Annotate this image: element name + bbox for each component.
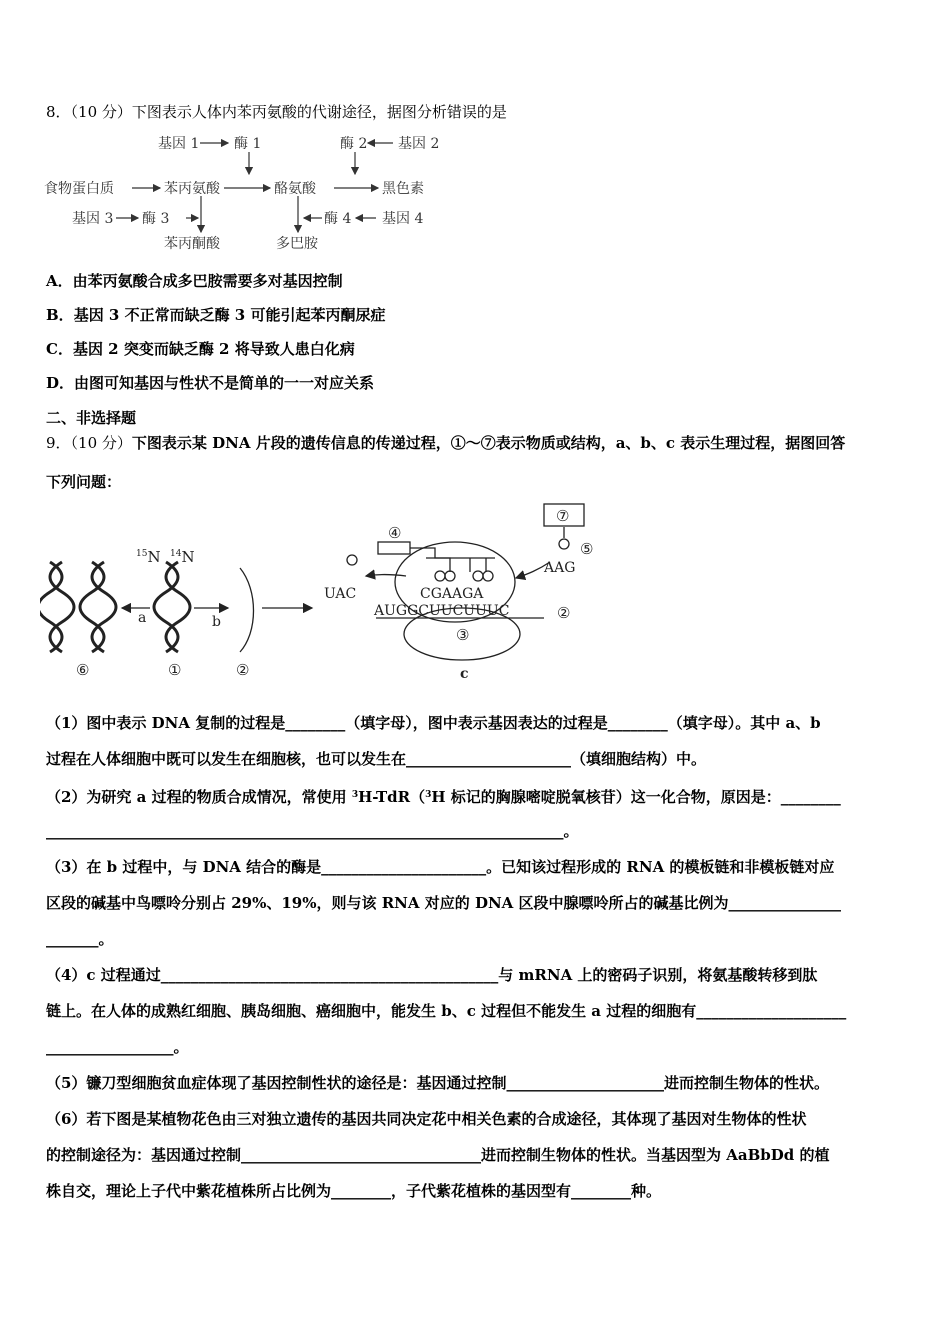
- dna-helix-group: [40, 562, 190, 652]
- marker-5: ⑤: [580, 540, 594, 558]
- q9-part1-line2: 过程在人体细胞中既可以发生在细胞核，也可以发生在______________________（填细胞结构）中。: [46, 750, 707, 768]
- n15-mass: 15: [136, 549, 148, 559]
- section-heading: 二、非选择题: [46, 409, 137, 427]
- mrna-strand-icon: [240, 568, 254, 652]
- cgaaga-anticodons: CGAAGA: [420, 586, 484, 602]
- q9-part2-line1: [46, 785, 841, 807]
- n14-symbol: N: [181, 548, 195, 566]
- aag-anticodon: AAG: [544, 560, 576, 576]
- option-label: B．: [46, 306, 74, 324]
- option-text: 由图可知基因与性状不是简单的一一对应关系: [74, 374, 375, 392]
- q8-option-b: [46, 305, 385, 325]
- q9-part1-line1: （1）图中表示 DNA 复制的过程是________（填字母），图中表示基因表达的过程是________（填字母）。其中 a、b: [46, 714, 821, 732]
- q9-part3-line1: （3）在 b 过程中，与 DNA 结合的酶是______________________。已知该过程形成的 RNA 的模板链和非模板链对应: [46, 858, 835, 876]
- q9-stem-text: 下图表示某 DNA 片段的遗传信息的传递过程，①～⑦表示物质或结构，a、b、c 表示生理过程，据图回答: [131, 434, 846, 452]
- option-label: C．: [46, 340, 73, 358]
- marker-4: ④: [388, 524, 402, 542]
- q9-part4-line1: （4）c 过程通过_____________________________________________与 mRNA 上的密码子识别，将氨基酸转移到肽: [46, 966, 818, 984]
- option-label: D．: [46, 374, 75, 392]
- trna-loop-3: [473, 571, 483, 581]
- phe-label: 苯丙氨酸: [164, 181, 220, 197]
- part2-superscript-1: 3: [351, 790, 359, 800]
- phenylpyruvate-label: 苯丙酮酸: [164, 236, 220, 252]
- trna-loop-4: [483, 571, 493, 581]
- n15-label: [136, 548, 161, 566]
- process-c-label: c: [460, 666, 469, 682]
- phenylalanine-pathway-diagram: [44, 128, 464, 256]
- q9-part3-line3: _______。: [46, 930, 114, 948]
- tyr-label: 酪氨酸: [274, 181, 316, 197]
- part2-superscript-2: 3: [425, 790, 432, 800]
- free-trna-right: [559, 539, 569, 549]
- option-label: A．: [46, 272, 73, 290]
- q9-part6-line2: 的控制途径为：基因通过控制________________________________进而控制生物体的性状。当基因型为 AaBbDd 的植: [46, 1146, 830, 1164]
- gene3-label: 基因 3: [72, 211, 114, 227]
- trna-loop-1: [435, 571, 445, 581]
- gene4-label: 基因 4: [382, 211, 424, 227]
- marker-1: ①: [168, 661, 182, 679]
- polypeptide-box-4: [378, 542, 410, 554]
- q9-part3-line2: 区段的碱基中鸟嘌呤分别占 29%、19%，则与该 RNA 对应的 DNA 区段中腺嘌呤所占的碱基比例为_______________: [46, 894, 842, 912]
- melanin-label: 黑色素: [382, 181, 424, 197]
- marker-3: ③: [456, 626, 470, 644]
- q8-number: 8．: [46, 103, 71, 121]
- enzyme1-label: 酶 1: [234, 136, 262, 152]
- part2-text-a: （2）为研究 a 过程的物质合成情况，常使用: [46, 788, 352, 806]
- dopamine-label: 多巴胺: [276, 236, 318, 252]
- q9-stem: [46, 433, 845, 453]
- process-b-label: b: [212, 614, 221, 630]
- q9-stem-line2: 下列问题：: [46, 473, 122, 491]
- option-text: 基因 2 突变而缺乏酶 2 将导致人患白化病: [72, 340, 355, 358]
- q9-number: 9．: [46, 434, 71, 452]
- n14-mass: 14: [170, 549, 182, 559]
- process-a-label: a: [138, 610, 147, 626]
- enzyme4-label: 酶 4: [324, 211, 352, 227]
- q9-score: （10 分）: [70, 434, 132, 452]
- n15-symbol: N: [147, 548, 161, 566]
- q9-part6-line1: （6）若下图是某植物花色由三对独立遗传的基因共同决定花中相关色素的合成途径，其体现了基因对生物体的性状: [46, 1110, 807, 1128]
- option-text: 由苯丙氨酸合成多巴胺需要多对基因控制: [72, 272, 343, 290]
- food-protein-label: 食物蛋白质: [44, 181, 114, 197]
- part2-text-b: H-TdR（: [358, 788, 426, 806]
- marker-7: ⑦: [556, 507, 570, 525]
- peptide-chain: [410, 548, 495, 558]
- q8-stem-text: 下图表示人体内苯丙氨酸的代谢途径，据图分析错误的是: [131, 103, 507, 121]
- part2-text-c: H 标记的胸腺嘧啶脱氧核苷）这一化合物，原因是：________: [431, 788, 841, 806]
- uac-anticodon: UAC: [324, 586, 357, 602]
- q8-score: （10 分）: [70, 103, 132, 121]
- gene2-label: 基因 2: [398, 136, 440, 152]
- marker-2-left: ②: [236, 661, 250, 679]
- gene1-label: 基因 1: [158, 136, 200, 152]
- q9-part4-line2: 链上。在人体的成熟红细胞、胰岛细胞、癌细胞中，能发生 b、c 过程但不能发生 a 过程的细胞有____________________: [46, 1002, 847, 1020]
- enzyme2-label: 酶 2: [340, 136, 368, 152]
- q9-part6-line3: 株自交，理论上子代中紫花植株所占比例为________，子代紫花植株的基因型有________种。: [46, 1182, 662, 1200]
- q8-stem: [46, 102, 507, 122]
- q9-part4-line3: _________________。: [46, 1038, 189, 1056]
- mrna-sequence: AUGGCUUCUUUC: [374, 603, 510, 619]
- trna-loop-2: [445, 571, 455, 581]
- enzyme3-label: 酶 3: [142, 211, 170, 227]
- dna-information-flow-diagram: [40, 500, 620, 685]
- q9-part2-line2: _____________________________________________________________________。: [46, 822, 579, 840]
- arrow-trna-exit: [366, 575, 406, 577]
- q9-part5: （5）镰刀型细胞贫血症体现了基因控制性状的途径是：基因通过控制_____________________进而控制生物体的性状。: [46, 1074, 829, 1092]
- q8-option-c: [46, 339, 355, 359]
- q8-option-a: [46, 271, 343, 291]
- q8-option-d: [46, 373, 374, 393]
- free-trna-left: [347, 555, 357, 565]
- trna-stalks: [426, 558, 486, 572]
- option-text: 基因 3 不正常而缺乏酶 3 可能引起苯丙酮尿症: [73, 306, 386, 324]
- marker-6: ⑥: [76, 661, 90, 679]
- marker-2-right: ②: [557, 604, 571, 622]
